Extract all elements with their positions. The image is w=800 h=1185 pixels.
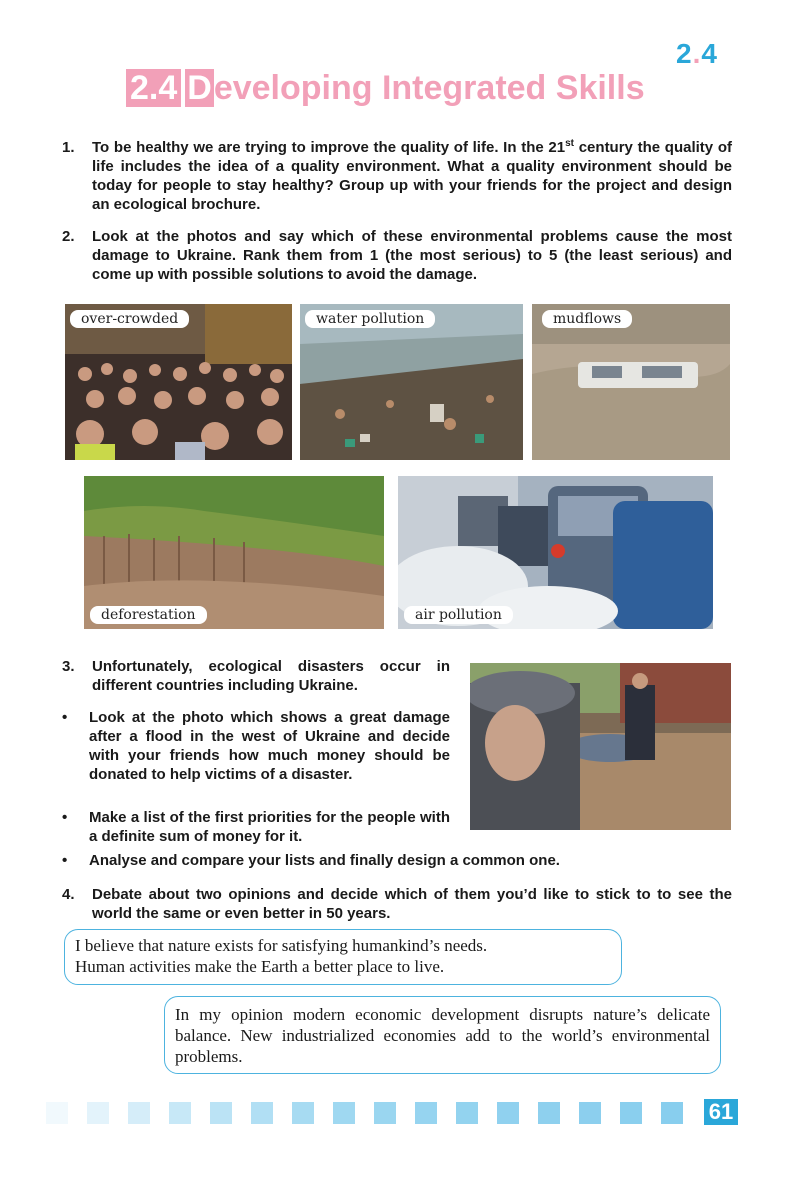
photo-deforestation	[84, 476, 384, 629]
task-2-number: 2.	[62, 228, 75, 245]
task-2-text: Look at the photos and say which of these environmental problems cause the most damage to Ukraine. Rank them from 1 (the most serious) to 5 (the least serious) and come up with possible solutions to avoid the damage.	[92, 228, 732, 283]
bullet-dot: •	[62, 852, 68, 869]
section-tag-number: 2	[676, 38, 693, 69]
task-4-text: Debate about two opinions and decide which of them you’d like to stick to to see the world the same or even better in 50 years.	[92, 886, 732, 922]
bullet-dot: •	[62, 709, 68, 726]
opinion-2-text: In my opinion modern economic development disrupts nature’s delicate balance. New industrialized economies add to the world’s environmental problems.	[175, 1005, 710, 1066]
task-3-number: 3.	[62, 658, 75, 675]
section-tag-sub: 4	[701, 38, 718, 69]
section-tag-dot: .	[692, 38, 702, 69]
task-1	[62, 138, 732, 214]
label-air-pollution: air pollution	[404, 606, 513, 624]
bullet-text: Analyse and compare your lists and finally design a common one.	[89, 852, 560, 869]
title-section-number: 2.4	[126, 69, 181, 107]
page-title	[126, 68, 645, 108]
section-tag	[676, 38, 718, 70]
title-first-letter: D	[187, 69, 212, 107]
bullet-item-1	[62, 708, 450, 784]
opinion-bubble-1	[64, 929, 622, 985]
label-over-crowded: over-crowded	[70, 310, 189, 328]
opinion-1-line-2: Human activities make the Earth a better place to live.	[75, 957, 445, 976]
label-deforestation: deforestation	[90, 606, 207, 624]
task-1-text-a: To be healthy we are trying to improve the quality of life. In the 21	[92, 139, 566, 156]
task-1-text-b: century the quality of life includes the idea of a quality environment. What a quality environment should be today for people to stay healthy? Group up with your friends for the project and design an ecological brochure.	[92, 139, 732, 213]
task-3	[62, 657, 450, 695]
label-water-pollution: water pollution	[305, 310, 435, 328]
task-4	[62, 885, 732, 923]
bullet-text: Look at the photo which shows a great damage after a flood in the west of Ukraine and decide with your friends how much money should be donated to help victims of a disaster.	[89, 709, 450, 783]
task-3-text: Unfortunately, ecological disasters occur in different countries including Ukraine.	[92, 658, 450, 694]
photo-over-crowded	[65, 304, 292, 460]
photo-flood	[470, 663, 731, 830]
bullet-item-2	[62, 808, 450, 846]
photo-air-pollution	[398, 476, 713, 629]
opinion-bubble-2	[164, 996, 721, 1074]
decorative-squares-strip	[46, 1102, 696, 1124]
page-number: 61	[704, 1099, 738, 1125]
label-mudflows: mudflows	[542, 310, 632, 328]
opinion-1-line-1: I believe that nature exists for satisfying humankind’s needs.	[75, 936, 488, 955]
task-2	[62, 227, 732, 284]
bullet-item-3	[62, 851, 732, 870]
task-1-number: 1.	[62, 139, 75, 156]
task-1-sup: st	[565, 138, 575, 149]
title-text: eveloping Integrated Skills	[213, 69, 645, 107]
task-1-text	[92, 138, 732, 214]
bullet-dot: •	[62, 809, 68, 826]
task-4-number: 4.	[62, 886, 75, 903]
photo-mudflows	[532, 304, 730, 460]
photo-water-pollution	[300, 304, 523, 460]
flood-image	[470, 663, 731, 830]
bullet-text: Make a list of the first priorities for the people with a definite sum of money for it.	[89, 809, 450, 845]
